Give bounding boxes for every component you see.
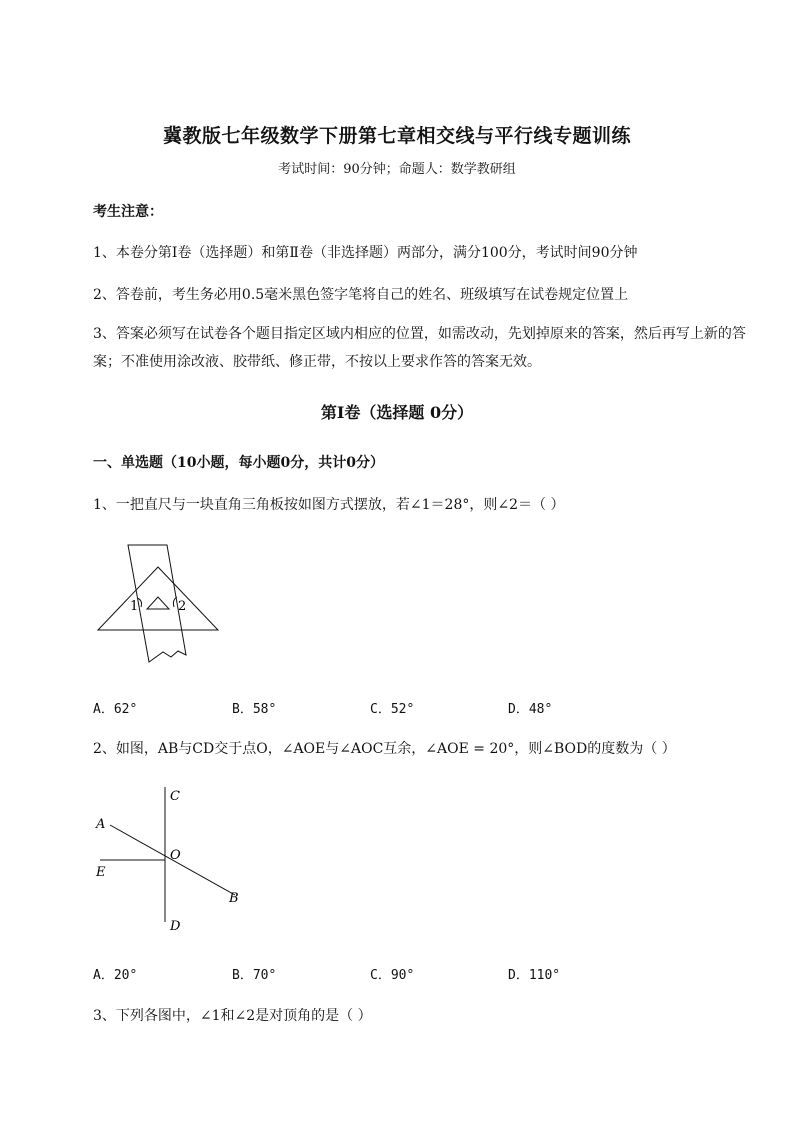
angle-1-label: 1 <box>130 599 139 614</box>
triangle-ruler <box>98 567 218 630</box>
question-2-figure <box>90 782 250 942</box>
notice-item-1: 1、本卷分第I卷（选择题）和第Ⅱ卷（非选择题）两部分，满分100分，考试时间90分钟 <box>93 245 638 261</box>
label-o: O <box>170 848 181 863</box>
notice-item-2: 2、答卷前，考生务必用0.5毫米黑色签字笔将自己的姓名、班级填写在试卷规定位置上 <box>93 287 629 303</box>
angle-2-label: 2 <box>178 599 187 614</box>
label-c: C <box>170 789 180 804</box>
q2-option-c[interactable]: C．90° <box>370 968 415 983</box>
exam-info: 考试时间：90分钟；命题人：数学教研组 <box>278 162 516 177</box>
question-1-figure <box>90 540 230 665</box>
question-2-stem: 2、如图，AB与CD交于点O，∠AOE与∠AOC互余，∠AOE = 20°，则∠BOD的度数为（ ） <box>93 741 676 757</box>
question-3-stem: 3、下列各图中，∠1和∠2是对顶角的是（ ） <box>93 1008 372 1024</box>
part-heading: 一、单选题（10小题，每小题0分，共计0分） <box>93 455 384 471</box>
label-d: D <box>170 919 181 934</box>
q2-option-d[interactable]: D．110° <box>508 968 561 983</box>
q2-option-b[interactable]: B．70° <box>232 968 277 983</box>
label-e: E <box>96 865 106 880</box>
question-1-stem: 1、一把直尺与一块直角三角板按如图方式摆放，若∠1＝28°，则∠2＝（ ） <box>93 497 565 513</box>
notice-heading: 考生注意： <box>93 204 163 220</box>
notice-item-3: 3、答案必须写在试卷各个题目指定区域内相应的位置，如需改动，先划掉原来的答案，然后再写上新的答案；不准使用涂改液、胶带纸、修正带，不按以上要求作答的答案无效。 <box>93 326 746 370</box>
q1-option-b[interactable]: B．58° <box>232 702 277 717</box>
q2-option-a[interactable]: A．20° <box>93 968 138 983</box>
section-title: 第I卷（选择题 0分） <box>320 403 474 422</box>
label-b: B <box>229 891 239 906</box>
q1-option-a[interactable]: A．62° <box>93 702 138 717</box>
page-title: 冀教版七年级数学下册第七章相交线与平行线专题训练 <box>162 125 631 147</box>
q1-option-c[interactable]: C．52° <box>370 702 415 717</box>
label-a: A <box>96 817 106 832</box>
q1-option-d[interactable]: D．48° <box>508 702 553 717</box>
triangle-inner-hole <box>147 597 169 609</box>
